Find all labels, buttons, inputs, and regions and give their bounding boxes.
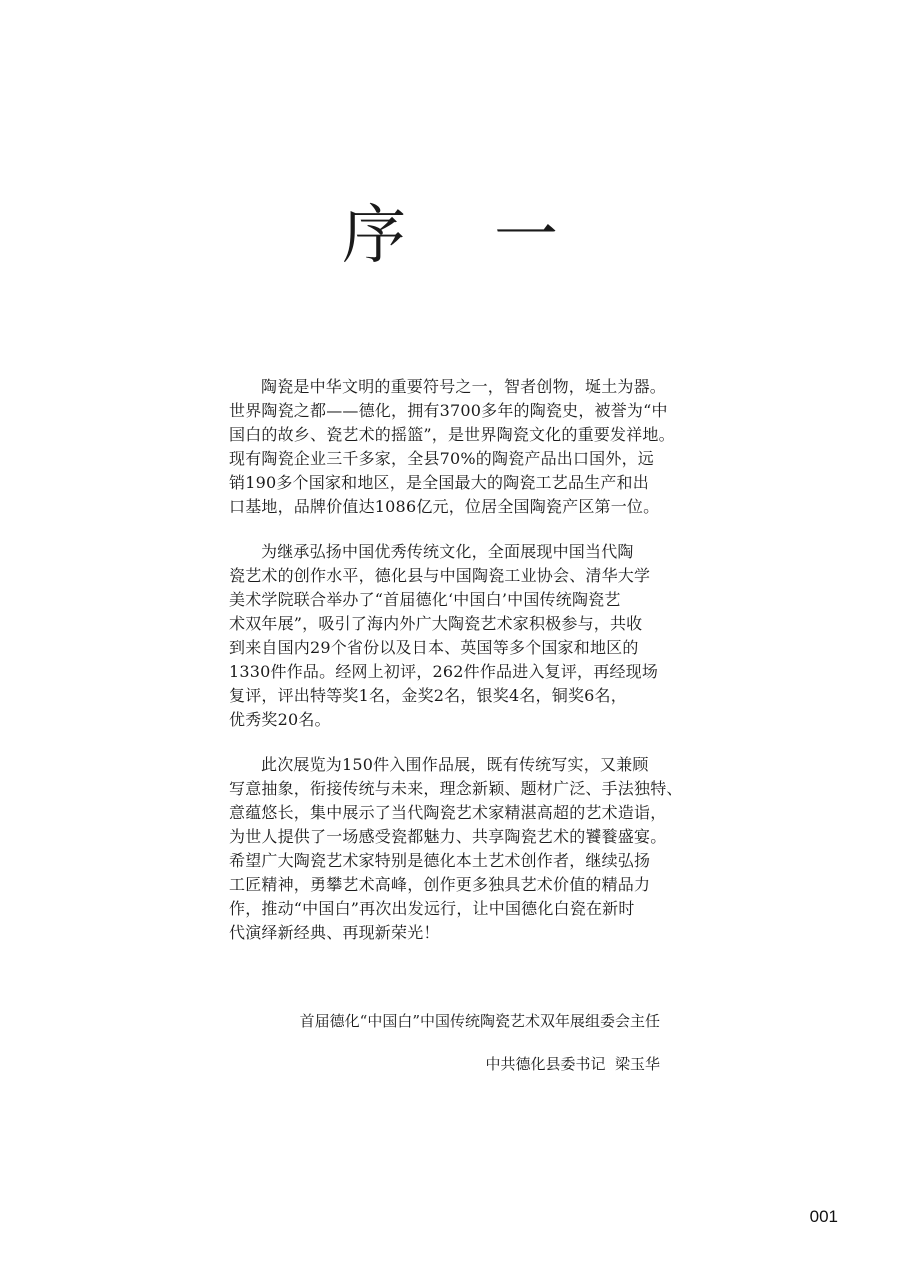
preface-body xyxy=(229,375,683,966)
paragraph-line: 口基地，品牌价值达1086亿元，位居全国陶瓷产区第一位。 xyxy=(229,497,660,516)
paragraph-line: 销190多个国家和地区，是全国最大的陶瓷工艺品生产和出 xyxy=(229,473,649,492)
paragraph-line: 意蕴悠长，集中展示了当代陶瓷艺术家精湛高超的艺术造诣， xyxy=(229,803,667,822)
paragraph-line: 优秀奖20名。 xyxy=(229,710,331,729)
paragraph-line: 写意抽象，衔接传统与未来，理念新颖、题材广泛、手法独特、 xyxy=(229,779,683,798)
paragraph-line: 术双年展”，吸引了海内外广大陶瓷艺术家积极参与，共收 xyxy=(229,614,643,633)
paragraph-line: 此次展览为150件入围作品展，既有传统写实，又兼顾 xyxy=(261,755,649,774)
paragraph-line: 作，推动“中国白”再次出发远行，让中国德化白瓷在新时 xyxy=(229,899,635,918)
paragraph-line: 陶瓷是中华文明的重要符号之一，智者创物，埏土为器。 xyxy=(261,377,667,396)
paragraph-line: 为继承弘扬中国优秀传统文化，全面展现中国当代陶 xyxy=(261,542,634,561)
paragraph-line: 代演绎新经典、再现新荣光！ xyxy=(229,923,440,942)
page-title xyxy=(0,196,900,276)
paragraph-line: 为世人提供了一场感受瓷都魅力、共享陶瓷艺术的饕餮盛宴。 xyxy=(229,827,667,846)
paragraph-2 xyxy=(229,540,669,732)
paragraph-line: 到来自国内29个省份以及日本、英国等多个国家和地区的 xyxy=(229,638,639,657)
paragraph-line: 瓷艺术的创作水平，德化县与中国陶瓷工业协会、清华大学 xyxy=(229,566,651,585)
signature-author: 中共德化县委书记 梁玉华 xyxy=(485,1055,660,1073)
paragraph-line: 希望广大陶瓷艺术家特别是德化本土艺术创作者，继续弘扬 xyxy=(229,851,651,870)
paragraph-3 xyxy=(229,753,683,945)
paragraph-line: 国白的故乡、瓷艺术的摇篮”，是世界陶瓷文化的重要发祥地。 xyxy=(229,425,675,444)
paragraph-line: 1330件作品。经网上初评，262件作品进入复评，再经现场 xyxy=(229,662,659,681)
paragraph-line: 美术学院联合举办了“首届德化‘中国白’中国传统陶瓷艺 xyxy=(229,590,621,609)
page-number: 001 xyxy=(809,1207,838,1226)
paragraph-line: 现有陶瓷企业三千多家，全县70%的陶瓷产品出口国外，远 xyxy=(229,449,654,468)
paragraph-line: 复评，评出特等奖1名，金奖2名，银奖4名，铜奖6名， xyxy=(229,686,627,705)
signature-organization: 首届德化“中国白”中国传统陶瓷艺术双年展组委会主任 xyxy=(299,1012,660,1030)
title-char-1: 序 xyxy=(342,199,406,273)
title-char-2: 一 xyxy=(494,199,558,273)
paragraph-line: 世界陶瓷之都——德化，拥有3700多年的陶瓷史，被誉为“中 xyxy=(229,401,668,420)
paragraph-line: 工匠精神，勇攀艺术高峰，创作更多独具艺术价值的精品力 xyxy=(229,875,651,894)
paragraph-1 xyxy=(229,375,675,519)
